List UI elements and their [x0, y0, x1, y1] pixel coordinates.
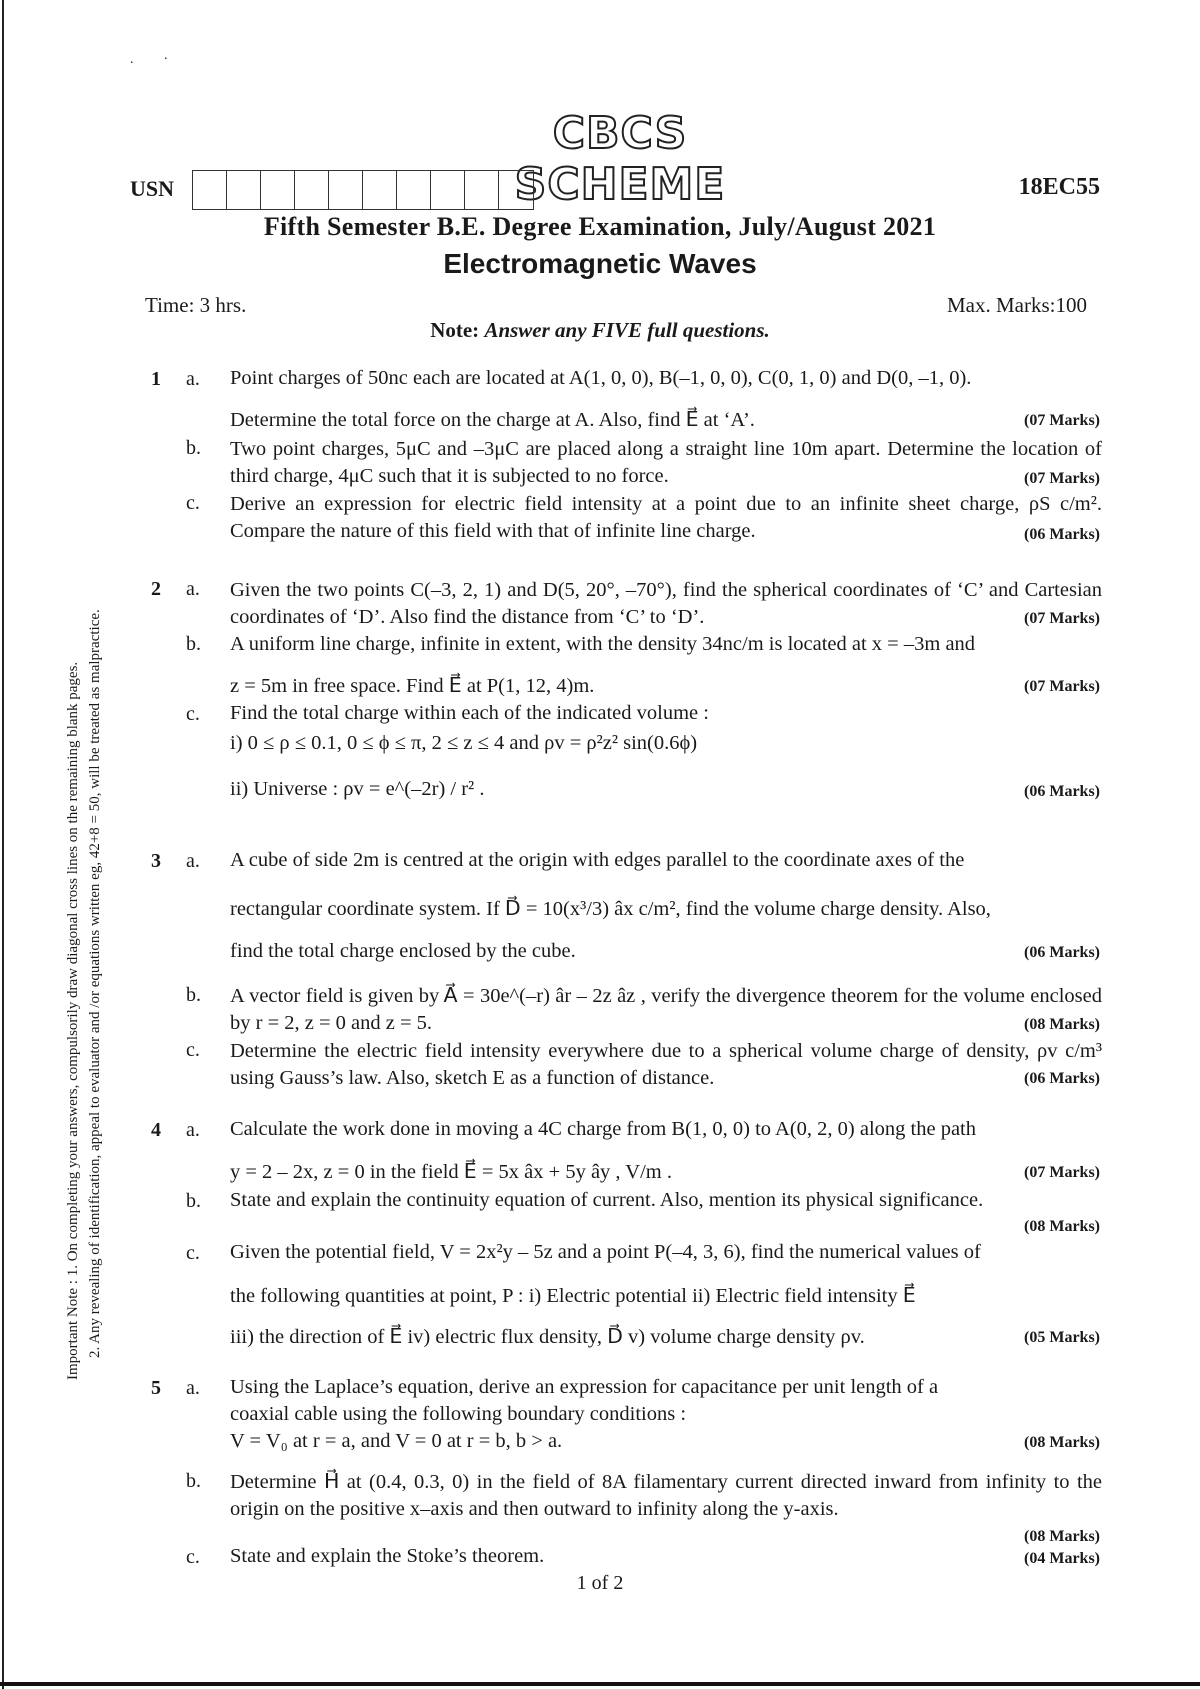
part-label: c.: [186, 1242, 200, 1264]
question-text: the following quantities at point, P : i) Electric potential ii) Electric field intensity E⃗: [230, 1285, 916, 1307]
question-text: Two point charges, 5μC and –3μC are placed along a straight line 10m apart. Determine the location of third charge, 4μC such that it is subjected to no force.: [230, 438, 1102, 487]
marks-label: (07 Marks): [1024, 678, 1100, 695]
usn-box: [227, 171, 261, 209]
part-label: c.: [186, 492, 200, 514]
usn-box: [295, 171, 329, 209]
question-text: iii) the direction of E⃗ iv) electric flux density, D⃗ v) volume charge density ρv.: [230, 1326, 865, 1348]
question-text: A cube of side 2m is centred at the origin with edges parallel to the coordinate axes of the: [230, 849, 965, 871]
course-code: 18EC55: [1018, 174, 1100, 200]
question-number: 4: [151, 1119, 161, 1141]
question-text: V = V₀ at r = a, and V = 0 at r = b, b > a.: [230, 1430, 563, 1452]
usn-box: [329, 171, 363, 209]
question-text: Calculate the work done in moving a 4C charge from B(1, 0, 0) to A(0, 2, 0) along the path: [230, 1118, 976, 1140]
exam-title: Fifth Semester B.E. Degree Examination, July/August 2021: [263, 212, 937, 241]
marks-label: (07 Marks): [1024, 470, 1100, 487]
usn-box: [261, 171, 295, 209]
marks-label: (08 Marks): [1024, 1528, 1100, 1545]
usn-entry-boxes: [192, 170, 534, 210]
question-text: Given the two points C(–3, 2, 1) and D(5, 20°, –70°), find the spherical coordinates of ‘C’ and Cartesian coordinates of ‘D’. Also find the distance from ‘C’ to ‘D’.: [230, 579, 1102, 628]
side-note-line-2: 2. Any revealing of identification, appeal to evaluator and /or equations written eg, 42+8 = 50, will be treated as malpractice.: [87, 609, 103, 1358]
note-label: Note:: [430, 318, 480, 342]
question-text: Point charges of 50nc each are located at A(1, 0, 0), B(–1, 0, 0), C(0, 1, 0) and D(0, –1, 0).: [230, 367, 972, 389]
part-label: c.: [186, 703, 200, 725]
question-number: 5: [151, 1377, 161, 1399]
side-important-note: [62, 300, 106, 1380]
marks-label: (06 Marks): [1024, 783, 1100, 800]
question-text: A vector field is given by A⃗ = 30e^(–r) âr – 2z âz , verify the divergence theorem for the volume enclosed by r = 2, z = 0 and z = 5.: [230, 985, 1102, 1034]
marks-label: (08 Marks): [1024, 1434, 1100, 1451]
question-text: y = 2 – 2x, z = 0 in the field E⃗ = 5x âx + 5y ây , V/m .: [230, 1161, 673, 1183]
question-text: State and explain the Stoke’s theorem.: [230, 1545, 545, 1567]
marks-label: (06 Marks): [1024, 944, 1100, 961]
scan-specks: .·: [130, 52, 199, 67]
part-label: c.: [186, 1039, 200, 1061]
question-text: Determine the electric field intensity everywhere due to a spherical volume charge of density, ρv c/m³ using Gauss’s law. Also, sketch E as a function of distance.: [230, 1040, 1102, 1089]
part-label: c.: [186, 1546, 200, 1568]
part-label: b.: [186, 1190, 201, 1212]
part-label: b.: [186, 633, 201, 655]
question-text: A uniform line charge, infinite in extent, with the density 34nc/m is located at x = –3m and: [230, 633, 976, 655]
question-text: rectangular coordinate system. If D⃗ = 10(x³/3) âx c/m², find the volume charge density. Also,: [230, 898, 991, 920]
usn-box: [193, 171, 227, 209]
part-label: b.: [186, 984, 201, 1006]
scheme-stamp: CBCS SCHEME: [514, 108, 726, 210]
usn-label: USN: [130, 176, 175, 201]
part-label: a.: [186, 850, 200, 872]
instruction-note: [0, 318, 1200, 343]
bottom-border-line: [0, 1682, 1200, 1686]
marks-label: (06 Marks): [1024, 526, 1100, 543]
part-label: a.: [186, 578, 200, 600]
question-text: find the total charge enclosed by the cube.: [230, 940, 576, 962]
usn-box: [363, 171, 397, 209]
usn-box: [397, 171, 431, 209]
part-label: a.: [186, 1377, 200, 1399]
question-number: 2: [151, 578, 161, 600]
question-text: i) 0 ≤ ρ ≤ 0.1, 0 ≤ ϕ ≤ π, 2 ≤ z ≤ 4 and ρv = ρ²z² sin(0.6ϕ): [230, 732, 698, 754]
subject-title: Electromagnetic Waves: [443, 248, 757, 279]
max-marks: Max. Marks:100: [947, 293, 1087, 317]
question-text: Find the total charge within each of the indicated volume :: [230, 702, 709, 724]
usn-box: [465, 171, 499, 209]
exam-time: Time: 3 hrs.: [145, 293, 247, 317]
usn-box: [499, 171, 533, 209]
usn-box: [431, 171, 465, 209]
side-note-line-1: Important Note : 1. On completing your answers, compulsorily draw diagonal cross lines on the remaining blank pages.: [65, 661, 81, 1380]
part-label: b.: [186, 1470, 201, 1492]
marks-label: (04 Marks): [1024, 1550, 1100, 1567]
note-text: Answer any FIVE full questions.: [484, 318, 770, 342]
question-text: Using the Laplace’s equation, derive an expression for capacitance per unit length of a: [230, 1376, 939, 1398]
question-number: 1: [151, 368, 161, 390]
question-text: State and explain the continuity equation of current. Also, mention its physical significance.: [230, 1189, 984, 1211]
marks-label: (07 Marks): [1024, 610, 1100, 627]
part-label: a.: [186, 368, 200, 390]
marks-label: (08 Marks): [1024, 1218, 1100, 1235]
marks-label: (07 Marks): [1024, 1164, 1100, 1181]
question-text: Determine H⃗ at (0.4, 0.3, 0) in the field of 8A filamentary current directed inward from infinity to the origin on the positive x–axis and then outward to infinity along the y-axis.: [230, 1471, 1102, 1520]
question-text: z = 5m in free space. Find E⃗ at P(1, 12, 4)m.: [230, 675, 595, 697]
question-text: Determine the total force on the charge at A. Also, find E⃗ at ‘A’.: [230, 409, 755, 431]
question-number: 3: [151, 850, 161, 872]
page-number: 1 of 2: [576, 1572, 624, 1594]
question-text: coaxial cable using the following boundary conditions :: [230, 1403, 687, 1425]
marks-label: (05 Marks): [1024, 1329, 1100, 1346]
marks-label: (07 Marks): [1024, 412, 1100, 429]
question-text: ii) Universe : ρv = e^(–2r) / r² .: [230, 778, 485, 800]
part-label: a.: [186, 1119, 200, 1141]
part-label: b.: [186, 437, 201, 459]
marks-label: (08 Marks): [1024, 1016, 1100, 1033]
question-text: Derive an expression for electric field intensity at a point due to an infinite sheet charge, ρS c/m². Compare the nature of this field with that of infinite line charge.: [230, 493, 1102, 542]
question-text: Given the potential field, V = 2x²y – 5z and a point P(–4, 3, 6), find the numerical values of: [230, 1241, 981, 1263]
marks-label: (06 Marks): [1024, 1070, 1100, 1087]
